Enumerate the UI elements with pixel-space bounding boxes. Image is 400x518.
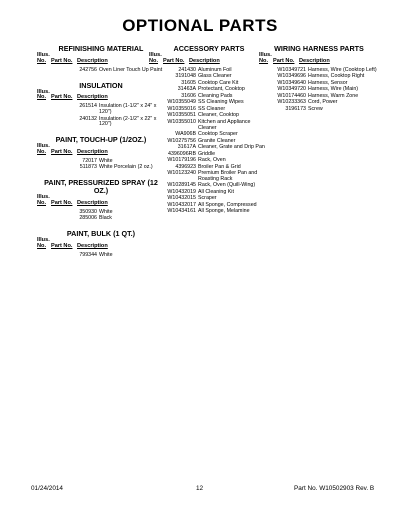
- description-header: Description: [77, 57, 108, 64]
- column-headers: [37, 195, 165, 207]
- part-description: Harness, Wire (Cooktop Left): [308, 66, 377, 73]
- section-title: PAINT, BULK (1 QT.): [66, 229, 136, 239]
- part-no-header: Part No.: [51, 57, 73, 64]
- part-description: Premium Broiler Pan and Roasting Rack: [198, 170, 258, 182]
- part-row: [37, 253, 165, 259]
- part-row: [37, 104, 165, 116]
- description-header: Description: [77, 200, 108, 207]
- part-number: 31605: [181, 79, 196, 86]
- part-number: W10174460: [277, 92, 306, 99]
- part-description: Griddle: [198, 150, 216, 157]
- part-number: 72017: [82, 157, 97, 164]
- part-description: White: [99, 157, 113, 164]
- section-wiring: [259, 45, 379, 113]
- part-description: Harness, Sensor: [308, 79, 348, 86]
- part-number: 799344: [79, 251, 97, 258]
- part-number: WA906B: [175, 131, 196, 137]
- section-title: INSULATION: [79, 80, 123, 90]
- section-refinishing: [37, 45, 165, 74]
- description-header: Description: [77, 149, 108, 156]
- description-header: Description: [77, 94, 108, 101]
- illus-header: Illus.: [149, 52, 162, 58]
- part-description: All Sponge, Melamine: [198, 208, 250, 215]
- column-middle: [149, 45, 269, 223]
- illus-no-header: No.: [37, 200, 47, 207]
- section-title: REFINISHING MATERIAL: [58, 44, 144, 53]
- part-row: [37, 165, 165, 171]
- part-number: 4396096RB: [168, 150, 196, 157]
- column-right: [259, 45, 379, 121]
- part-description: Cooktop Care Kit: [198, 79, 239, 86]
- parts-list: [37, 104, 165, 128]
- footer-date: 01/24/2014: [31, 485, 63, 492]
- illus-header: Illus.: [37, 237, 50, 244]
- part-description: Rack, Oven (Quill-Wing): [198, 182, 256, 189]
- description-header: Description: [77, 243, 108, 250]
- parts-list: [37, 210, 165, 222]
- part-no-header: Part No.: [51, 243, 73, 250]
- part-number: 511873: [79, 164, 97, 171]
- part-description: All Sponge, Compressed: [198, 201, 257, 208]
- part-row: [37, 68, 165, 74]
- part-number: 242756: [79, 66, 97, 73]
- part-number: W10349696: [277, 73, 306, 80]
- section-paint-touchup: [37, 136, 165, 171]
- section-title: ACCESSORY PARTS: [173, 44, 245, 53]
- part-number: 31617A: [177, 144, 196, 150]
- parts-list: [37, 159, 165, 171]
- part-description: White: [99, 208, 113, 215]
- part-number: W10432015: [167, 195, 196, 202]
- part-row: [37, 216, 165, 222]
- part-number: 261514: [79, 103, 97, 110]
- column-headers: [37, 238, 165, 250]
- part-no-header: Part No.: [163, 57, 185, 64]
- illus-no-header: No.: [259, 57, 269, 64]
- illus-no-header: No.: [37, 94, 47, 101]
- part-description: Screw: [308, 105, 323, 112]
- part-row: [37, 117, 165, 129]
- part-description: Cleaner, Cooktop: [198, 112, 239, 119]
- section-title: PAINT, TOUCH-UP (1/2OZ.): [55, 135, 147, 145]
- illus-no-header: No.: [37, 149, 47, 156]
- description-header: Description: [189, 57, 220, 64]
- illus-no-header: No.: [37, 57, 47, 64]
- part-number: W10355016: [167, 105, 196, 112]
- part-description: Oven Liner Touch Up Paint: [99, 66, 163, 73]
- footer-page-number: 12: [196, 485, 204, 492]
- illus-no-header: No.: [149, 57, 159, 64]
- part-description: Cleaner, Grate and Drip Pan: [198, 144, 265, 150]
- part-row: [149, 209, 269, 215]
- parts-list: [37, 253, 165, 259]
- part-number: W10123240: [167, 170, 196, 176]
- part-description: Aluminum Foil: [198, 66, 232, 73]
- part-description: Granite Cleaner: [198, 137, 236, 144]
- part-description: All Cleaning Kit: [198, 188, 234, 195]
- column-left: [37, 45, 165, 267]
- part-number: 31463A: [177, 86, 196, 93]
- part-description: Insulation (2-1/2" x 22" x 120"): [99, 115, 157, 128]
- part-number: 3196173: [285, 105, 306, 112]
- illus-header: Illus.: [37, 143, 50, 150]
- column-headers: [37, 53, 165, 65]
- part-number: W10275756: [167, 137, 196, 144]
- part-number: W10233363: [277, 99, 306, 106]
- section-paint-spray: [37, 179, 165, 222]
- part-description: White Porcelain (2 oz.): [99, 164, 153, 171]
- column-headers: [37, 144, 165, 156]
- description-header: Description: [299, 57, 330, 64]
- part-number: W10179196: [167, 157, 196, 163]
- part-description: Harness, Warm Zone: [308, 92, 359, 99]
- part-number: W10289145: [167, 182, 196, 189]
- parts-list: [259, 68, 379, 113]
- column-headers: [37, 90, 165, 102]
- part-number: W10355010: [167, 118, 196, 125]
- section-title: WIRING HARNESS PARTS: [274, 44, 364, 53]
- part-row: [259, 107, 379, 113]
- part-number: 241430: [178, 66, 196, 73]
- section-paint-bulk: [37, 230, 165, 259]
- part-description: Broiler Pan & Grid: [198, 163, 241, 170]
- part-description: Cleaning Pads: [198, 92, 233, 99]
- part-no-header: Part No.: [273, 57, 295, 64]
- illus-header: Illus.: [37, 88, 50, 95]
- part-description: SS Cleaning Wipes: [198, 99, 244, 106]
- parts-list: [37, 68, 165, 74]
- part-description: Harness, Wire (Main): [308, 86, 359, 93]
- part-number: W10434161: [167, 208, 196, 215]
- part-description: Cooktop Scraper: [198, 131, 238, 137]
- section-accessory: [149, 45, 269, 215]
- illus-header: Illus.: [259, 52, 272, 58]
- part-number: W10355049: [167, 99, 196, 106]
- part-number: 285006: [79, 215, 97, 222]
- part-description: Harness, Cooktop Right: [308, 73, 365, 80]
- part-description: White: [99, 251, 113, 258]
- part-description: Cord, Power: [308, 99, 338, 106]
- section-insulation: [37, 82, 165, 129]
- column-headers: [259, 53, 379, 65]
- part-description: SS Cleaner: [198, 105, 226, 112]
- part-row: [149, 171, 269, 183]
- illus-header: Illus.: [37, 52, 50, 58]
- part-number: W10349721: [277, 66, 306, 73]
- part-description: Kitchen and Appliance Cleaner: [198, 118, 251, 131]
- part-description: Scraper: [198, 195, 217, 202]
- part-number: 4396923: [175, 163, 196, 170]
- illus-header: Illus.: [37, 194, 50, 201]
- part-number: W10349640: [277, 79, 306, 86]
- footer-part-number: Part No. W10502903 Rev. B: [294, 485, 375, 492]
- part-number: W10432019: [167, 188, 196, 195]
- part-description: Protectant, Cooktop: [198, 86, 245, 93]
- part-row: [149, 120, 269, 132]
- column-headers: [149, 53, 269, 65]
- part-number: W10432017: [167, 201, 196, 208]
- part-no-header: Part No.: [51, 200, 73, 207]
- part-description: Rack, Oven: [198, 157, 226, 163]
- illus-no-header: No.: [37, 243, 47, 250]
- page-title: OPTIONAL PARTS: [122, 16, 278, 35]
- part-number: 31606: [181, 92, 196, 99]
- parts-list: [149, 68, 269, 216]
- part-number: W10349720: [277, 86, 306, 93]
- part-no-header: Part No.: [51, 149, 73, 156]
- part-description: Black: [99, 215, 112, 222]
- part-number: 3191048: [175, 73, 196, 80]
- part-number: 240132: [79, 115, 97, 122]
- part-number: W10355051: [167, 112, 196, 119]
- part-description: Insulation (1-1/2" x 24" x 120"): [99, 103, 157, 115]
- part-description: Glass Cleaner: [198, 73, 232, 80]
- part-no-header: Part No.: [51, 94, 73, 101]
- section-title: PAINT, PRESSURIZED SPRAY (12 OZ.): [44, 178, 158, 196]
- part-number: 350930: [79, 208, 97, 215]
